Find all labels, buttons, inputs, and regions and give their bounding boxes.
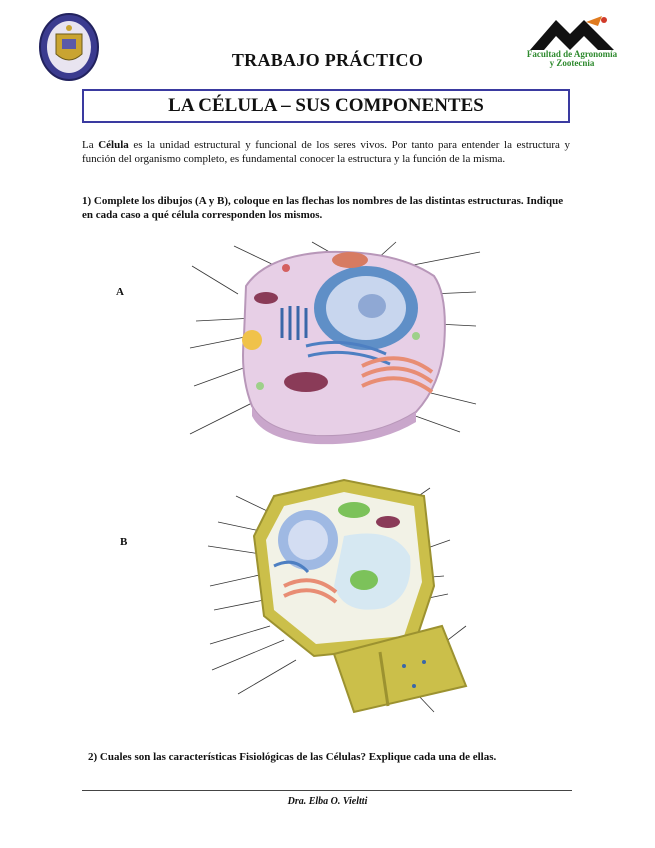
question-2: 2) Cuales son las características Fisiológicas de las Células? Explique cada una de ellas.	[88, 751, 497, 763]
plant-cell-illustration	[204, 476, 476, 728]
figure-b-label: B	[120, 536, 128, 548]
intro-bold-word: Célula	[98, 139, 129, 151]
footer-rule	[82, 790, 572, 791]
document-title-box: LA CÉLULA – SUS COMPONENTES	[82, 89, 570, 123]
intro-paragraph	[82, 138, 570, 166]
intro-prefix: La	[82, 139, 99, 151]
question-1: 1) Complete los dibujos (A y B), coloque en las flechas los nombres de las distintas estructuras. Indique en cada caso a qué célula corresponden los mismos.	[82, 195, 564, 221]
animal-cell-illustration	[186, 236, 486, 446]
university-seal-logo	[38, 12, 100, 82]
intro-rest: es la unidad estructural y funcional de los seres vivos. Por tanto para entender la estructura y función del organismo completo, es fundamental conocer la estructura y la función de la misma.	[82, 139, 571, 165]
footer-author: Dra. Elba O. Vieltti	[287, 796, 368, 807]
page-title: TRABAJO PRÁCTICO	[231, 50, 424, 70]
faculty-logo-text: Facultad de Agronomía y Zootecnia	[526, 49, 618, 68]
faculty-logo	[526, 14, 618, 54]
figure-a-label: A	[116, 286, 124, 298]
